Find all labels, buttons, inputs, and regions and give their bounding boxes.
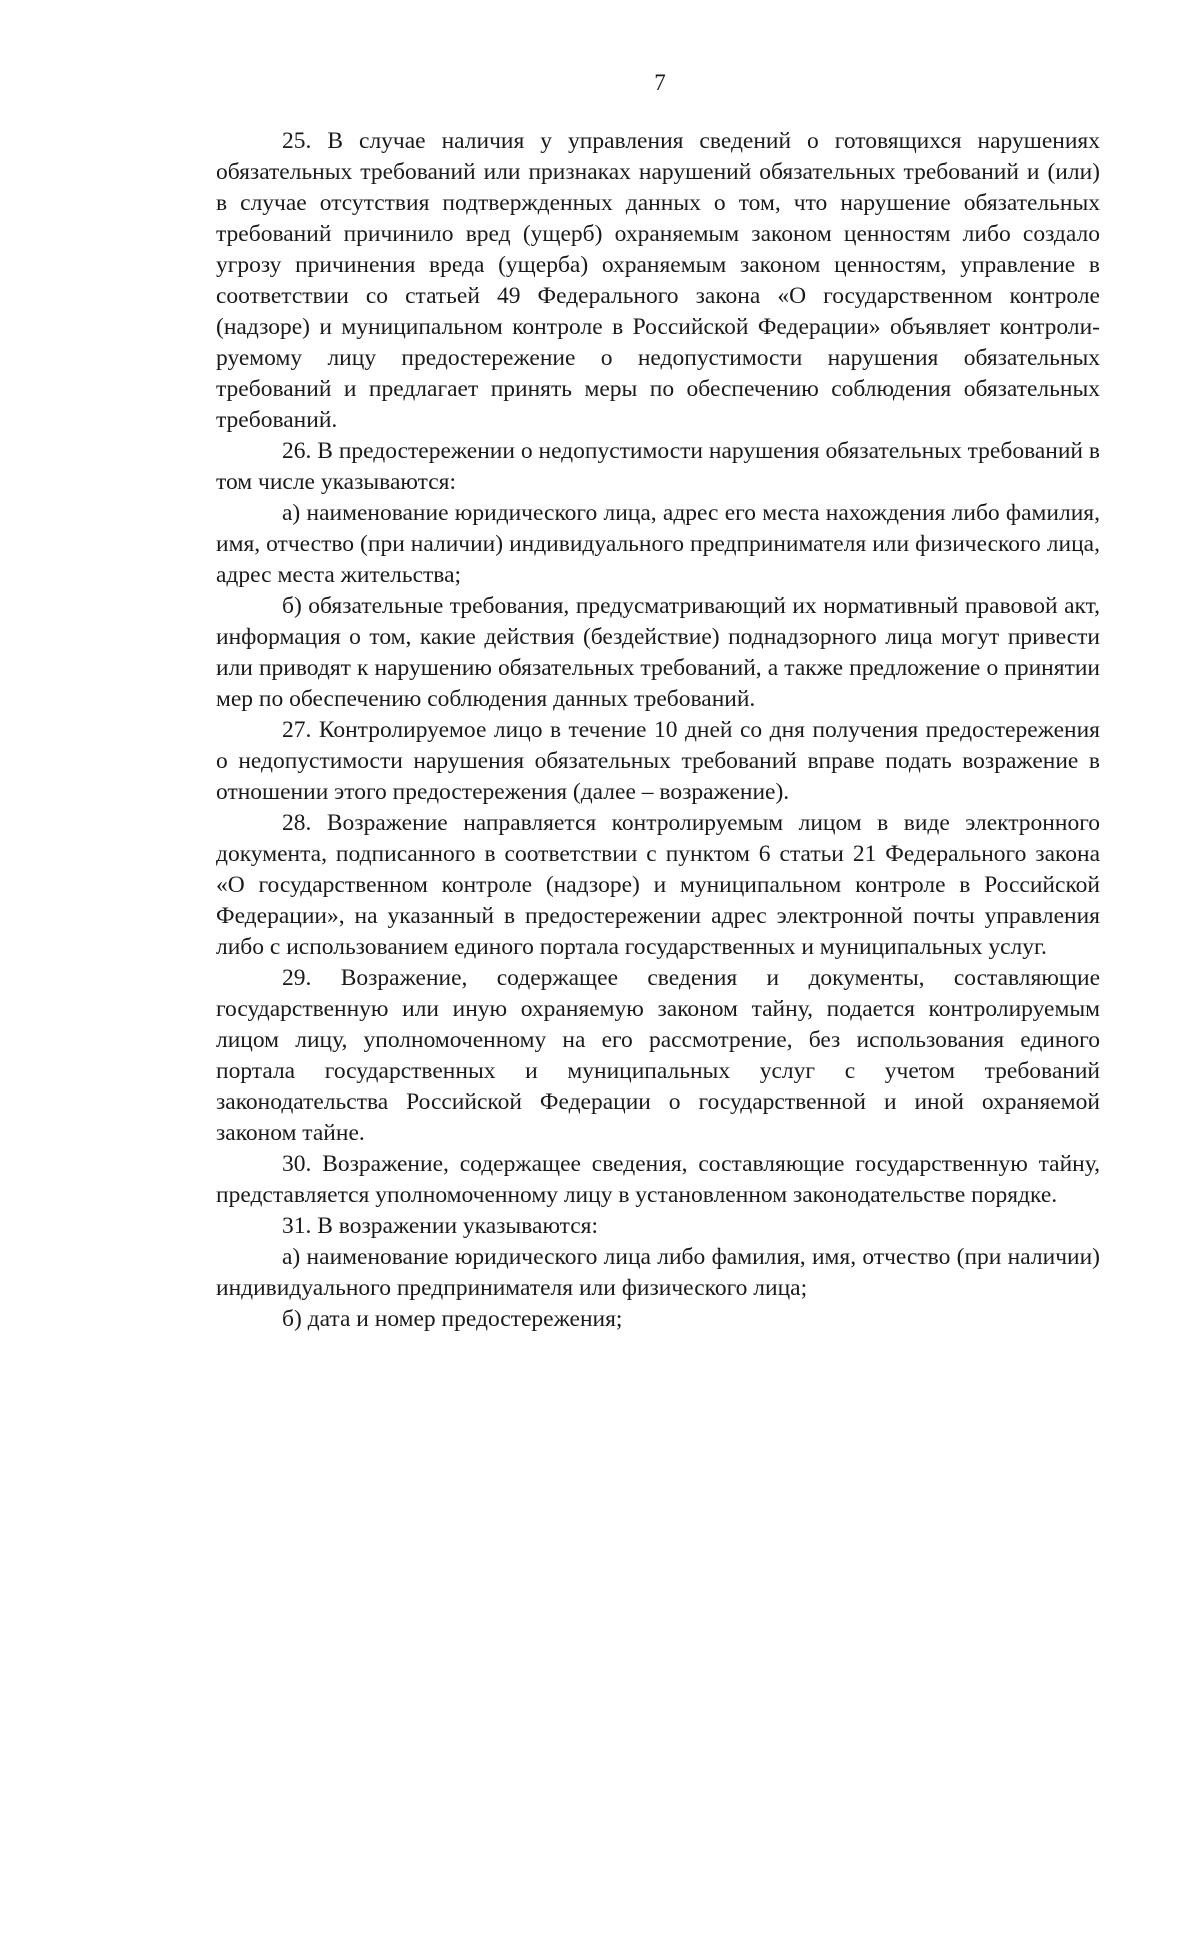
document-body (216, 126, 1100, 1335)
paragraph-26-a: а) наименование юридического лица, адрес его места нахождения либо фамилия, имя, отчество (при наличии) индивидуального предпринимателя или физического лица, адрес места жительства; (216, 500, 1100, 588)
paragraph-26-b: б) обязательные требования, предусматривающий их нормативный правовой акт, информация о том, какие действия (бездействие) поднадзорного лица могут привести или приводят к нарушению обязательных требований, а также предложение о принятии мер по обеспечению соблюдения данных требований. (216, 593, 1100, 712)
paragraph-26: 26. В предостережении о недопустимости нарушения обязательных требований в том числе указываются: (216, 438, 1100, 495)
paragraph-29: 29. Возражение, содержащее сведения и документы, составляющие государственную или иную охраняемую законом тайну, подается контролируемым лицом лицу, уполномоченному на его рассмотрение, без использования единого портала государственных и муниципальных услуг с учетом требований законодательства Российской Федерации о государственной и иной охраняемой законом тайне. (216, 965, 1100, 1146)
paragraph-31-a: а) наименование юридического лица либо фамилия, имя, отчество (при наличии) индивидуального предпринимателя или физического лица; (216, 1244, 1100, 1301)
paragraph-25: 25. В случае наличия у управления сведений о готовящихся нарушениях обязательных требований или признаках нарушений обязательных требований и (или) в случае отсутствия подтвержденных данных о том, что нарушение обязательных требований причинило вред (ущерб) охраняемым законом ценностям либо создало угрозу причинения вреда (ущерба) охраняемым законом ценностям, управление в соответствии со статьей 49 Федерального закона «О государственном контроле (надзоре) и муниципальном контроле в Российской Федерации» объявляет контролируемому лицу предостережение о недопустимости нарушения обязательных требований и предлагает принять меры по обеспечению соблюдения обязательных требований. (216, 128, 1100, 433)
paragraph-31: 31. В возражении указываются: (282, 1213, 599, 1239)
page-number: 7 (654, 70, 666, 95)
paragraph-31-b: б) дата и номер предостережения; (282, 1306, 623, 1332)
paragraph-30: 30. Возражение, содержащее сведения, составляющие государственную тайну, представляется уполномоченному лицу в установленном законодательстве порядке. (216, 1151, 1100, 1208)
paragraph-28: 28. Возражение направляется контролируемым лицом в виде электронного документа, подписанного в соответствии с пунктом 6 статьи 21 Федерального закона «О государственном контроле (надзоре) и муниципальном контроле в Российской Федерации», на указанный в предостережении адрес электронной почты управления либо с использованием единого портала государственных и муниципальных услуг. (216, 810, 1100, 960)
paragraph-27: 27. Контролируемое лицо в течение 10 дней со дня получения предостережения о недопустимости нарушения обязательных требований вправе подать возражение в отношении этого предостережения (далее – возражение). (216, 717, 1100, 805)
